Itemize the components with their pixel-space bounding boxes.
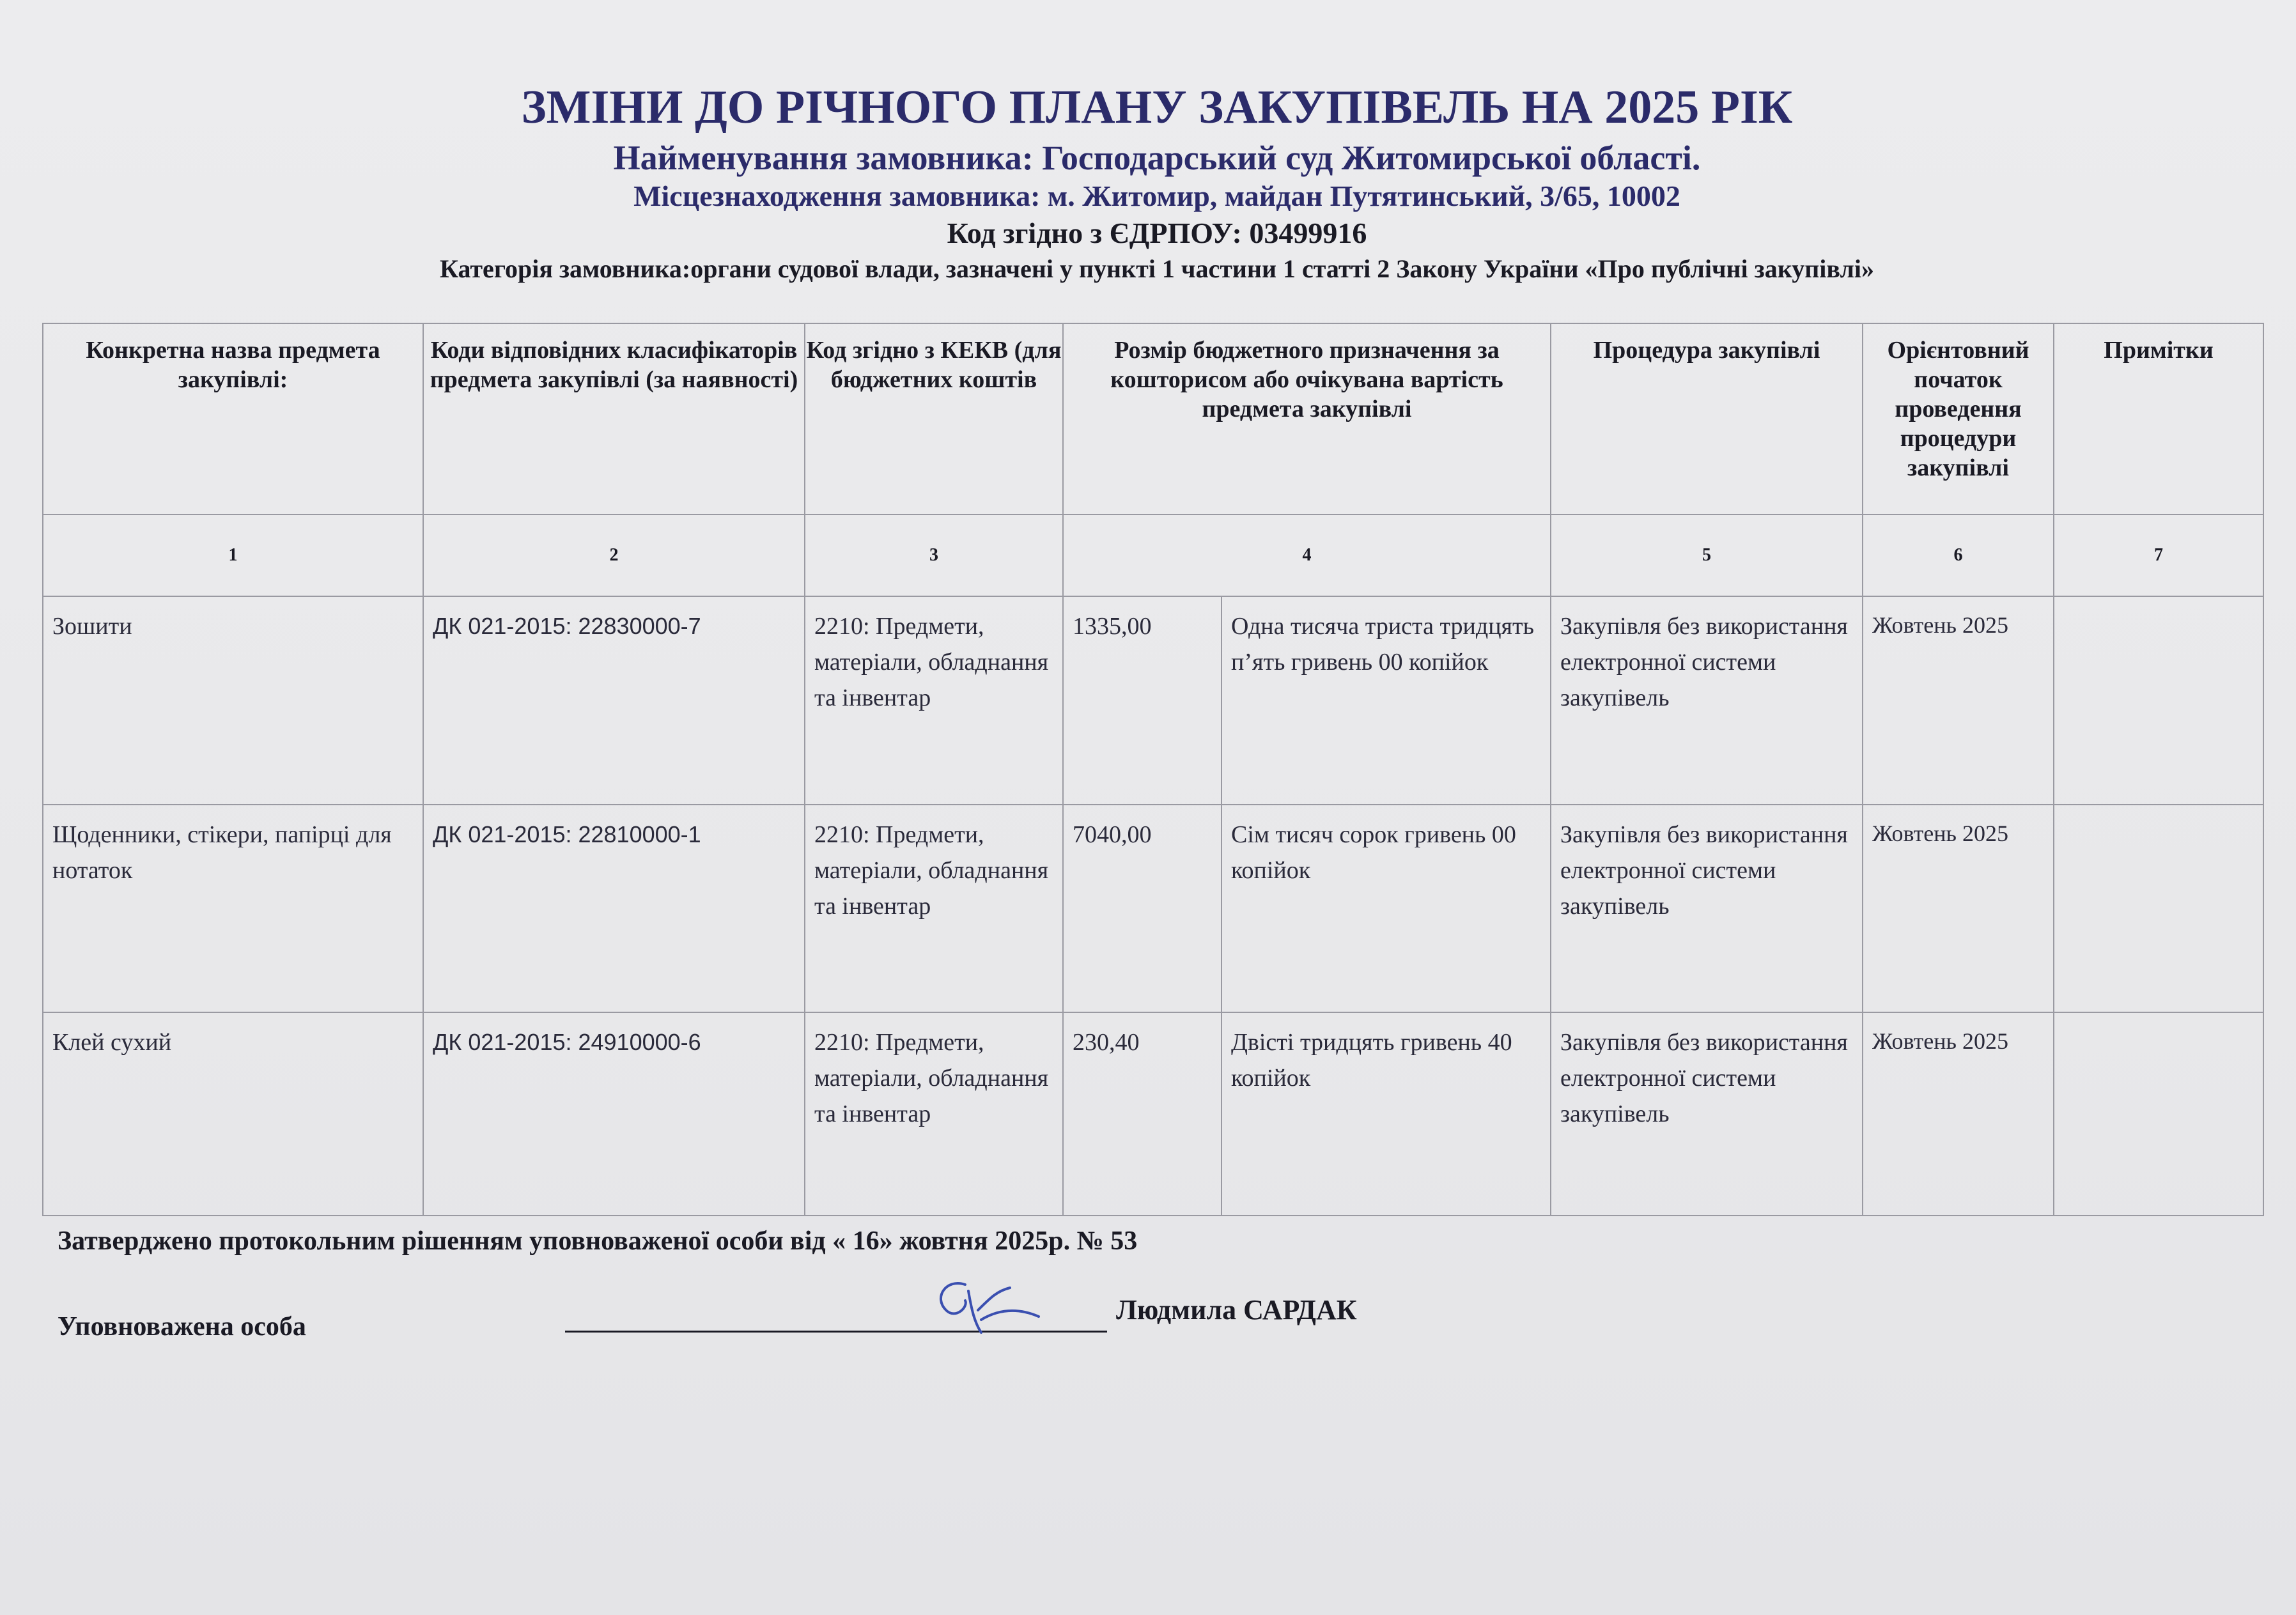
- col-header-amount: Розмір бюджетного призначення за кошторисом або очікувана вартість предмета закупівлі: [1063, 323, 1551, 514]
- item-notes: [2054, 805, 2263, 1012]
- col-number: 1: [43, 514, 423, 596]
- col-header-procedure: Процедура закупівлі: [1551, 323, 1863, 514]
- edrpou-code: Код згідно з ЄДРПОУ: 03499916: [947, 217, 1367, 249]
- item-classifier: ДК 021-2015: 22810000-1: [423, 805, 805, 1012]
- table-row: [43, 805, 2263, 1012]
- item-kekv: 2210: Предмети, матеріали, обладнання та інвентар: [805, 1012, 1063, 1216]
- col-header-notes: Примітки: [2054, 323, 2263, 514]
- col-header-kekv: Код згідно з КЕКВ (для бюджетних коштів: [805, 323, 1063, 514]
- col-number: 6: [1863, 514, 2054, 596]
- col-number: 4: [1063, 514, 1551, 596]
- item-kekv: 2210: Предмети, матеріали, обладнання та інвентар: [805, 805, 1063, 1012]
- item-procedure: Закупівля без використання електронної системи закупівель: [1551, 1012, 1863, 1216]
- approval-statement: Затверджено протокольним рішенням уповноваженої особи від « 16» жовтня 2025р. № 53: [58, 1226, 1138, 1256]
- item-notes: [2054, 1012, 2263, 1216]
- item-amount-words: Сім тисяч сорок гривень 00 копійок: [1222, 805, 1551, 1012]
- col-number: 7: [2054, 514, 2263, 596]
- item-start: Жовтень 2025: [1863, 596, 2054, 805]
- item-name: Щоденники, стікери, папірці для нотаток: [43, 805, 423, 1012]
- col-header-start: Орієнтовний початок проведення процедури закупівлі: [1863, 323, 2054, 514]
- item-amount-words: Одна тисяча триста тридцять п’ять гривень 00 копійок: [1222, 596, 1551, 805]
- item-name: Зошити: [43, 596, 423, 805]
- item-start: Жовтень 2025: [1863, 805, 2054, 1012]
- item-amount: 230,40: [1063, 1012, 1222, 1216]
- authorized-person-name: Людмила САРДАК: [1116, 1294, 1357, 1325]
- table-row: [43, 1012, 2263, 1216]
- item-amount: 7040,00: [1063, 805, 1222, 1012]
- customer-name: Найменування замовника: Господарський суд Житомирської області.: [613, 139, 1701, 177]
- col-number: 2: [423, 514, 805, 596]
- col-number: 3: [805, 514, 1063, 596]
- table-header-row: [43, 323, 2263, 514]
- item-notes: [2054, 596, 2263, 805]
- item-procedure: Закупівля без використання електронної системи закупівель: [1551, 596, 1863, 805]
- document-title: ЗМІНИ ДО РІЧНОГО ПЛАНУ ЗАКУПІВЕЛЬ НА 2025 РІК: [521, 81, 1793, 134]
- item-kekv: 2210: Предмети, матеріали, обладнання та інвентар: [805, 596, 1063, 805]
- col-number: 5: [1551, 514, 1863, 596]
- item-classifier: ДК 021-2015: 24910000-6: [423, 1012, 805, 1216]
- document-header: [0, 77, 2296, 286]
- item-amount-words: Двісті тридцять гривень 40 копійок: [1222, 1012, 1551, 1216]
- col-header-name: Конкретна назва предмета закупівлі:: [43, 323, 423, 514]
- customer-category: Категорія замовника:органи судової влади, зазначені у пункті 1 частини 1 статті 2 Закону України «Про публічні закупівлі»: [439, 254, 1875, 283]
- customer-location: Місцезнаходження замовника: м. Житомир, майдан Путятинський, 3/65, 10002: [633, 180, 1680, 212]
- procurement-table: [42, 323, 2264, 1216]
- column-number-row: [43, 514, 2263, 596]
- item-procedure: Закупівля без використання електронної системи закупівель: [1551, 805, 1863, 1012]
- item-start: Жовтень 2025: [1863, 1012, 2054, 1216]
- authorized-person-label: Уповноважена особа: [58, 1312, 306, 1341]
- item-amount: 1335,00: [1063, 596, 1222, 805]
- item-classifier: ДК 021-2015: 22830000-7: [423, 596, 805, 805]
- item-name: Клей сухий: [43, 1012, 423, 1216]
- table-row: [43, 596, 2263, 805]
- col-header-classifier: Коди відповідних класифікаторів предмета закупівлі (за наявності): [423, 323, 805, 514]
- signature-icon: [920, 1272, 1048, 1342]
